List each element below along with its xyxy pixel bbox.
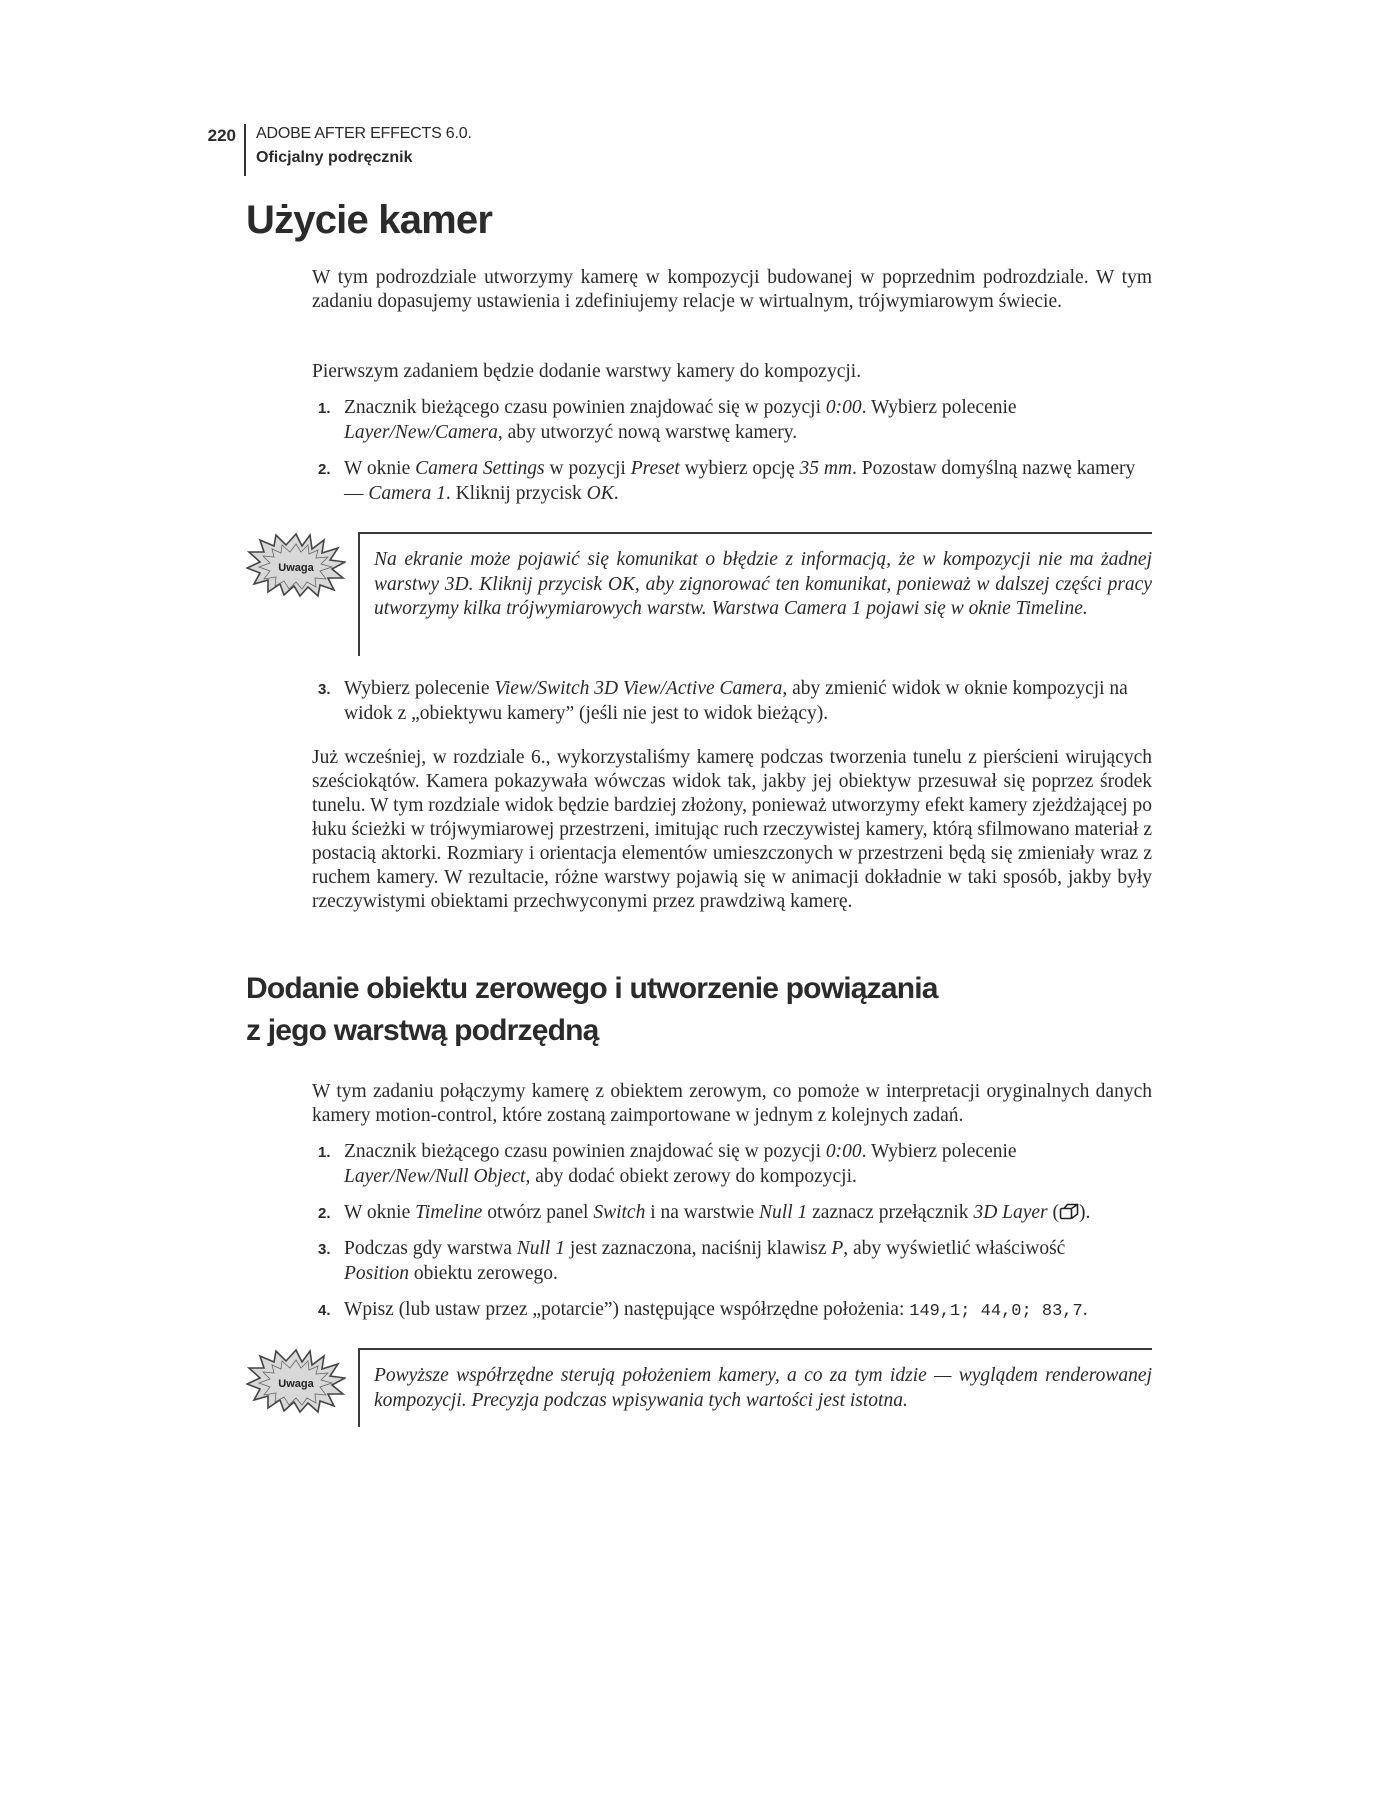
warning-burst-icon (246, 532, 346, 598)
svg-text:Uwaga: Uwaga (278, 1378, 314, 1390)
step-2 (318, 1201, 1138, 1226)
step-text: Wpisz (lub ustaw przez „potarcie”) następujące współrzędne położenia: 149,1; 44,0; 83,7. (344, 1299, 1088, 1321)
step-number: 2. (318, 1205, 331, 1222)
step-1 (318, 1140, 1138, 1189)
svg-text:Uwaga: Uwaga (278, 562, 314, 574)
body-paragraph: Już wcześniej, w rozdziale 6., wykorzystaliśmy kamerę podczas tworzenia tunelu z pierścieni wirujących sześciokątów. Kamera pokazywała wówczas widok tak, jakby jej obiektyw przesuwał się poprzez środek tunelu. W tym rozdziale widok będzie bardziej złożony, ponieważ utworzymy efekt kamery zjeżdżającej po łuku ścieżki w trójwymiarowej przestrzeni, imitując ruch rzeczywistej kamery, którą sfilmowano materiał z postacią aktorki. Rozmiary i orientacja elementów umieszczonych w przestrzeni będą się zmieniały wraz z ruchem kamery. W rezultacie, różne warstwy pojawią się w animacji dokładnie w taki sposób, jakby były rzeczywistymi obiektami przechwyconymi przez prawdziwą kamerę. (312, 747, 1152, 912)
step-text: W oknie Timeline otwórz panel Switch i na warstwie Null 1 zaznacz przełącznik 3D Layer ( ). (344, 1202, 1091, 1223)
coordinates-value: 149,1; 44,0; 83,7 (909, 1302, 1083, 1321)
lead-paragraph: Pierwszym zadaniem będzie dodanie warstwy kamery do kompozycji. (312, 361, 862, 382)
step-number: 4. (318, 1302, 331, 1319)
step-3 (318, 677, 1138, 726)
step-text: Podczas gdy warstwa Null 1 jest zaznaczona, naciśnij klawisz P, aby wyświetlić właściwość Position obiektu zerowego. (344, 1238, 1066, 1284)
step-number: 2. (318, 461, 331, 478)
step-text: Znacznik bieżącego czasu powinien znajdować się w pozycji 0:00. Wybierz polecenie Layer/New/Null Object, aby dodać obiekt zerowy do kompozycji. (344, 1141, 1017, 1187)
note-text: Powyższe współrzędne sterują położeniem kamery, a co za tym idzie — wyglądem renderowanej kompozycji. Precyzja podczas wpisywania tych wartości jest istotna. (358, 1348, 1152, 1427)
step-1 (318, 396, 1138, 445)
note-box-2 (246, 1348, 1152, 1428)
step-number: 1. (318, 400, 331, 417)
note-text: Na ekranie może pojawić się komunikat o błędzie z informacją, że w kompozycji nie ma żadnej warstwy 3D. Kliknij przycisk OK, aby zignorować ten komunikat, ponieważ w dalszej części pracy utworzymy kilka trójwymiarowych warstw. Warstwa Camera 1 pojawi się w oknie Timeline. (358, 532, 1152, 656)
page-number: 220 (207, 126, 236, 145)
warning-burst-icon (246, 1348, 346, 1414)
step-number: 3. (318, 1241, 331, 1258)
step-4 (318, 1298, 1138, 1325)
step-text: Znacznik bieżącego czasu powinien znajdować się w pozycji 0:00. Wybierz polecenie Layer/New/Camera, aby utworzyć nową warstwę kamery. (344, 397, 1017, 443)
book-title: ADOBE AFTER EFFECTS 6.0. (256, 125, 472, 142)
intro-paragraph: W tym podrozdziale utworzymy kamerę w kompozycji budowanej w poprzednim podrozdziale. W tym zadaniu dopasujemy ustawienia i zdefiniujemy relacje w wirtualnym, trójwymiarowym świecie. (312, 267, 1152, 312)
step-text: Wybierz polecenie View/Switch 3D View/Active Camera, aby zmienić widok w oknie kompozycji na widok z „obiektywu kamery” (jeśli nie jest to widok bieżący). (344, 678, 1128, 724)
step-text: W oknie Camera Settings w pozycji Preset wybierz opcję 35 mm. Pozostaw domyślną nazwę kamery — Camera 1. Kliknij przycisk OK. (344, 458, 1136, 504)
section-title: Użycie kamer (246, 198, 493, 242)
step-3 (318, 1237, 1138, 1286)
step-number: 1. (318, 1144, 331, 1161)
3d-layer-cube-icon (1059, 1203, 1079, 1220)
intro-paragraph: W tym zadaniu połączymy kamerę z obiektem zerowym, co pomoże w interpretacji oryginalnych danych kamery motion-control, które zostaną zaimportowane w jednym z kolejnych zadań. (312, 1081, 1152, 1126)
note-box-1 (246, 532, 1152, 656)
step-number: 3. (318, 681, 331, 698)
header-divider (244, 124, 246, 176)
section-subtitle: Dodanie obiektu zerowego i utworzenie powiązania z jego warstwą podrzędną (246, 972, 938, 1047)
step-2 (318, 457, 1138, 506)
book-subtitle: Oficjalny podręcznik (256, 149, 413, 166)
